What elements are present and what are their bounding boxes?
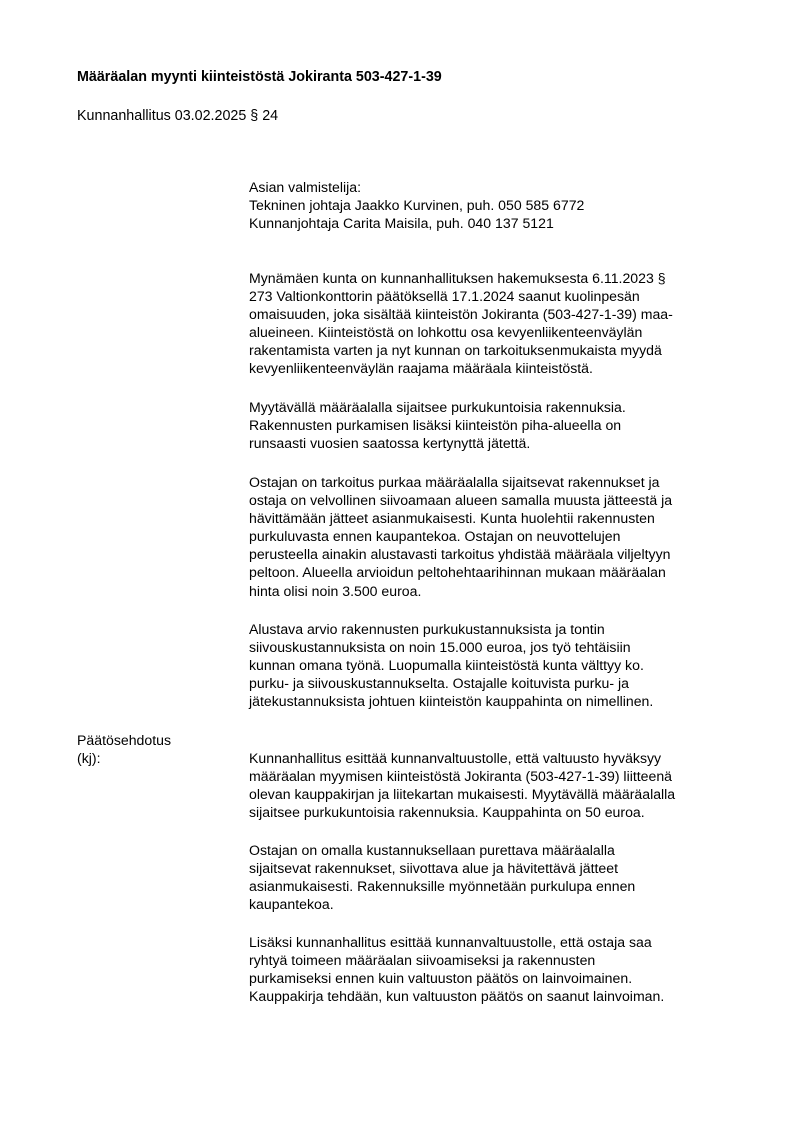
preparer-block [249,178,584,232]
proposal-paragraph-1 [249,749,675,821]
paragraph-line: asianmukaisesti. Rakennuksille myönnetään purkulupa ennen [249,878,636,895]
paragraph-line: perusteella ainakin alustavasti tarkoitus yhdistää määräala viljeltyyn [249,546,671,563]
paragraph-line: omaisuuden, joka sisältää kiinteistön Jokiranta (503-427-1-39) maa- [249,306,673,323]
paragraph-line: peltoon. Alueella arvioidun peltohehtaarihinnan mukaan määräalan [249,564,666,581]
paragraph-line: Ostajan on tarkoitus purkaa määräalalla sijaitsevat rakennukset ja [249,474,660,490]
paragraph-line: Mynämäen kunta on kunnanhallituksen hakemuksesta 6.11.2023 § [249,270,666,286]
paragraph-line: alueineen. Kiinteistöstä on lohkottu osa kevyenliikenteenväylän [249,324,643,341]
paragraph-line: määräalan myymisen kiinteistöstä Jokiranta (503-427-1-39) liitteenä [249,768,673,785]
paragraph-line: kaupantekoa. [249,896,334,913]
paragraph-line: olevan kauppakirjan ja liitekartan mukaisesti. Myytävällä määräalalla [249,786,676,803]
document-title: Määräalan myynti kiinteistöstä Jokiranta 503-427-1-39 [77,69,442,85]
paragraph-line: Lisäksi kunnanhallitus esittää kunnanvaltuustolle, että ostaja saa [249,934,652,950]
background-paragraph-1 [249,269,673,378]
paragraph-line: hävittämään jätteet asianmukaisesti. Kunta huolehtii rakennusten [249,510,655,527]
preparer-technical-director: Tekninen johtaja Jaakko Kurvinen, puh. 050 585 6772 [249,197,585,214]
paragraph-line: sijaitsee purkukuntoisia rakennuksia. Kauppahinta on 50 euroa. [249,804,645,821]
paragraph-line: ryhtyä toimeen määräalan siivoamiseksi ja rakennusten [249,952,596,969]
paragraph-line: siivouskustannuksista on noin 15.000 euroa, jos työ tehtäisiin [249,639,631,656]
proposal-label: Päätösehdotus [77,732,172,748]
background-paragraph-3 [249,473,672,600]
paragraph-line: 273 Valtionkonttorin päätöksellä 17.1.2024 saanut kuolinpesän [249,288,640,305]
proposal-paragraph-2 [249,841,635,913]
paragraph-line: Kauppakirja tehdään, kun valtuuston päätös on saanut lainvoiman. [249,988,665,1005]
paragraph-line: runsaasti vuosien saatossa kertynyttä jätettä. [249,435,531,452]
preparer-municipal-manager: Kunnanjohtaja Carita Maisila, puh. 040 137 5121 [249,215,554,232]
paragraph-line: rakentamista varten ja nyt kunnan on tarkoituksenmukaista myydä [249,342,662,359]
paragraph-line: Rakennusten purkamisen lisäksi kiinteistön piha-alueella on [249,417,622,434]
paragraph-line: sijaitsevat rakennukset, siivottava alue ja hävitettävä jätteet [249,860,618,877]
paragraph-line: Myytävällä määräalalla sijaitsee purkukuntoisia rakennuksia. [249,399,626,415]
meeting-reference: Kunnanhallitus 03.02.2025 § 24 [77,108,279,124]
background-paragraph-4 [249,620,653,710]
paragraph-line: jätekustannuksista johtuen kiinteistön kauppahinta on nimellinen. [249,693,654,710]
paragraph-line: kunnan omana työnä. Luopumalla kiinteistöstä kunta välttyy ko. [249,657,644,674]
preparer-heading: Asian valmistelija: [249,179,362,195]
paragraph-line: purku- ja siivouskustannukselta. Ostajalle koituvista purku- ja [249,675,629,692]
paragraph-line: ostaja on velvollinen siivoamaan alueen samalla muusta jätteestä ja [249,492,673,509]
paragraph-line: Ostajan on omalla kustannuksellaan purettava määräalalla [249,842,615,858]
proposal-paragraph-3 [249,933,664,1005]
paragraph-line: kevyenliikenteenväylän raajama määräala kiinteistöstä. [249,360,593,377]
paragraph-line: Alustava arvio rakennusten purkukustannuksista ja tontin [249,621,605,637]
paragraph-line: purkuluvasta ennen kaupantekoa. Ostajan on neuvottelujen [249,528,621,545]
proposal-label-suffix: (kj): [77,750,101,766]
paragraph-line: Kunnanhallitus esittää kunnanvaltuustolle, että valtuusto hyväksyy [249,750,662,766]
paragraph-line: purkamiseksi ennen kuin valtuuston päätös on lainvoimainen. [249,970,633,987]
paragraph-line: hinta olisi noin 3.500 euroa. [249,582,422,599]
background-paragraph-2 [249,398,626,452]
